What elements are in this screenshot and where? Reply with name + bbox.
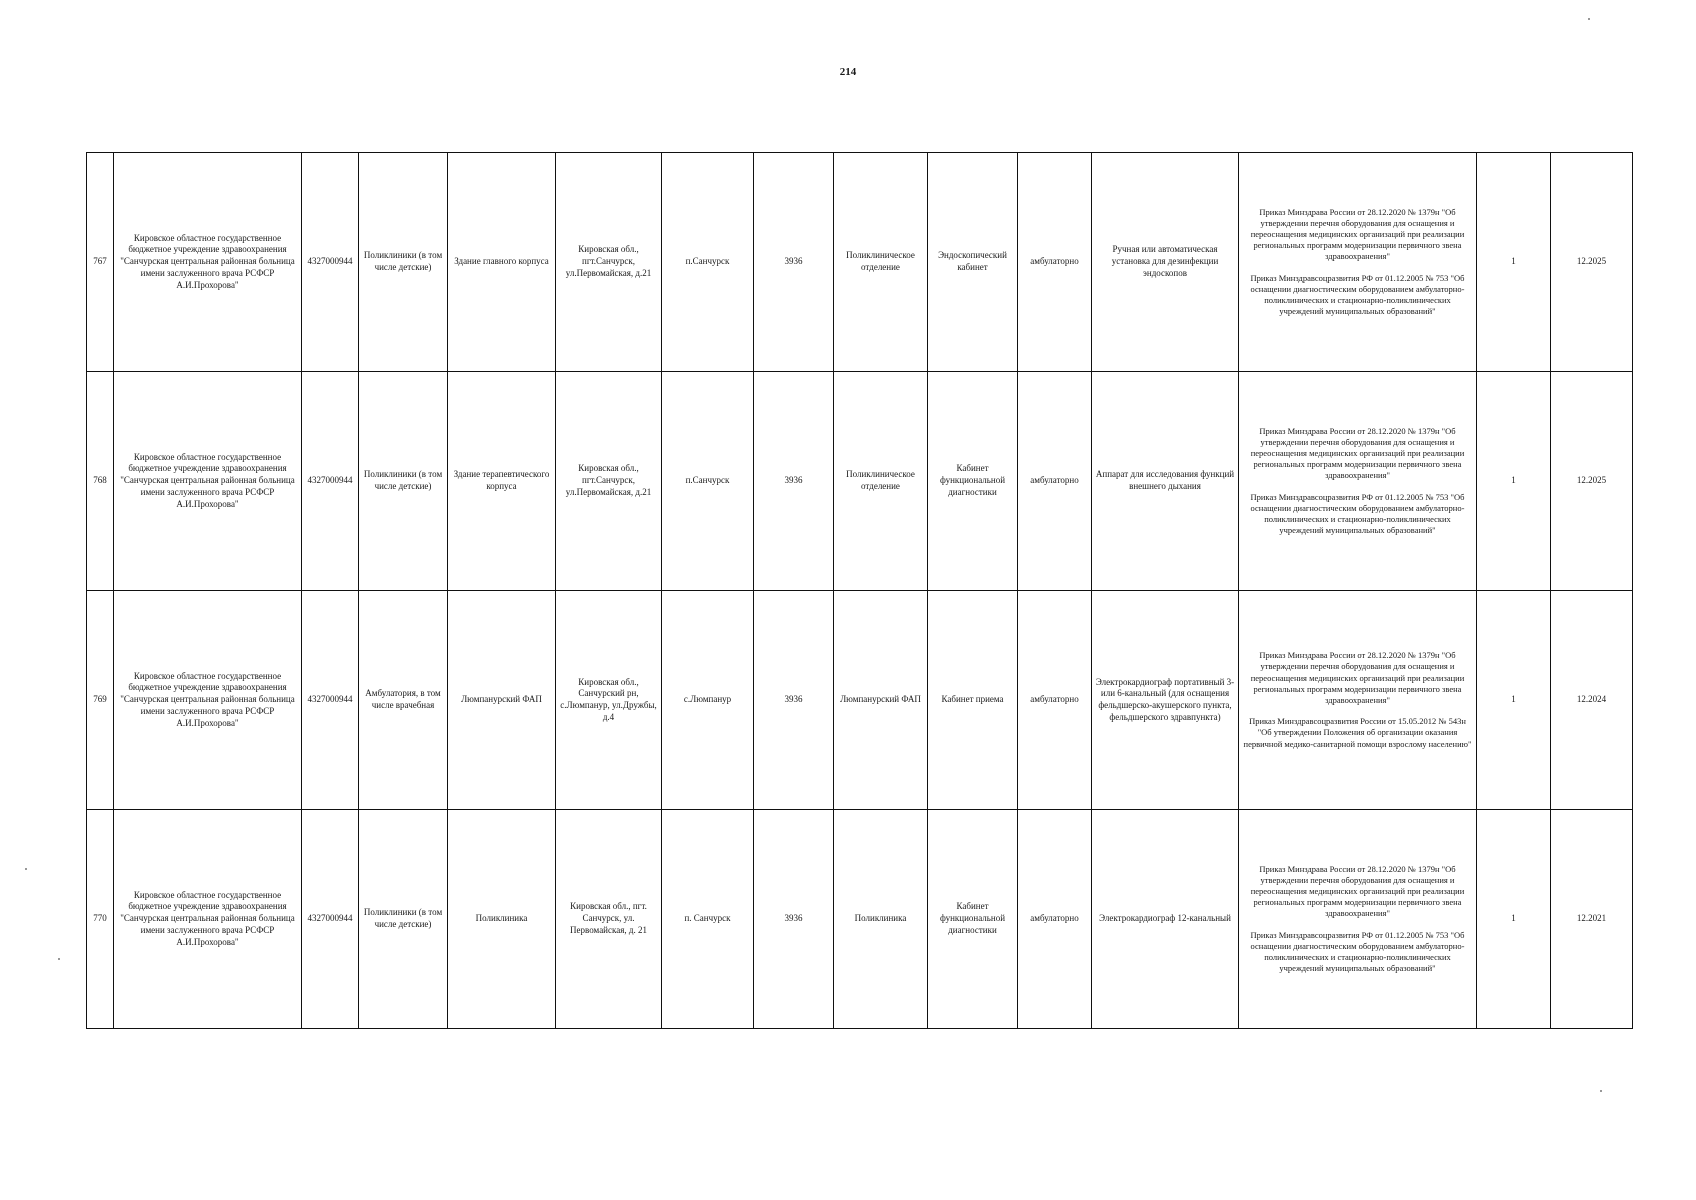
organization-name-cell: Кировское областное государственное бюджетное учреждение здравоохранения "Санчурская центральная районная больница имени заслуженного врача РСФСР А.И.Прохорова" <box>114 591 302 810</box>
room-name-cell: Кабинет приема <box>928 591 1018 810</box>
department-cell: Люмпанурский ФАП <box>834 591 928 810</box>
delivery-date-cell: 12.2021 <box>1551 810 1633 1029</box>
oktmo-code-cell: 3936 <box>754 372 834 591</box>
legal-basis-paragraph: Приказ Минздрава России от 28.12.2020 № 1379н "Об утверждении перечня оборудования для оснащения и переоснащения медицинских организаций при реализации региональных программ модернизации первичного звена здравоохранения" <box>1250 650 1465 705</box>
equipment-name-cell: Электрокардиограф 12-канальный <box>1092 810 1239 1029</box>
equipment-name-cell: Электрокардиограф портативный 3- или 6-канальный (для оснащения фельдшерско-акушерского пункта, фельдшерского здравпункта) <box>1092 591 1239 810</box>
care-type-cell: амбулаторно <box>1018 372 1092 591</box>
room-name-cell: Кабинет функциональной диагностики <box>928 810 1018 1029</box>
address-cell: Кировская обл., пгт.Санчурск, ул.Первомайская, д.21 <box>556 372 662 591</box>
building-name-cell: Поликлиника <box>448 810 556 1029</box>
delivery-date-cell: 12.2024 <box>1551 591 1633 810</box>
legal-basis-cell <box>1239 153 1477 372</box>
equipment-name-cell: Ручная или автоматическая установка для дезинфекции эндоскопов <box>1092 153 1239 372</box>
equipment-table <box>86 152 1633 1029</box>
quantity-cell: 1 <box>1477 153 1551 372</box>
address-cell: Кировская обл., пгт.Санчурск, ул.Первомайская, д.21 <box>556 153 662 372</box>
facility-type-cell: Поликлиники (в том числе детские) <box>359 810 448 1029</box>
row-number-cell: 767 <box>87 153 114 372</box>
facility-type-cell: Амбулатория, в том числе врачебная <box>359 591 448 810</box>
delivery-date-cell: 12.2025 <box>1551 153 1633 372</box>
oktmo-code-cell: 3936 <box>754 810 834 1029</box>
row-number-cell: 770 <box>87 810 114 1029</box>
address-cell: Кировская обл., пгт. Санчурск, ул. Первомайская, д. 21 <box>556 810 662 1029</box>
care-type-cell: амбулаторно <box>1018 810 1092 1029</box>
quantity-cell: 1 <box>1477 810 1551 1029</box>
legal-basis-cell <box>1239 372 1477 591</box>
oktmo-code-cell: 3936 <box>754 153 834 372</box>
inn-code-cell: 4327000944 <box>302 810 359 1029</box>
delivery-date-cell: 12.2025 <box>1551 372 1633 591</box>
legal-basis-paragraph: Приказ Минздрава России от 28.12.2020 № 1379н "Об утверждении перечня оборудования для оснащения и переоснащения медицинских организаций при реализации региональных программ модернизации первичного звена здравоохранения" <box>1250 425 1465 481</box>
room-name-cell: Кабинет функциональной диагностики <box>928 372 1018 591</box>
department-cell: Поликлиническое отделение <box>834 372 928 591</box>
quantity-cell: 1 <box>1477 591 1551 810</box>
locality-cell: п. Санчурск <box>662 810 754 1029</box>
organization-name-cell: Кировское областное государственное бюджетное учреждение здравоохранения "Санчурская центральная районная больница имени заслуженного врача РСФСР А.И.Прохорова" <box>114 372 302 591</box>
equipment-name-cell: Аппарат для исследования функций внешнего дыхания <box>1092 372 1239 591</box>
room-name-cell: Эндоскопический кабинет <box>928 153 1018 372</box>
legal-basis-paragraph: Приказ Минздравсоцразвития РФ от 01.12.2005 № 753 "Об оснащении диагностическим оборудованием амбулаторно-поликлинических и стационарно-поликлинических учреждений муниципальных образований" <box>1250 272 1465 317</box>
facility-type-cell: Поликлиники (в том числе детские) <box>359 372 448 591</box>
care-type-cell: амбулаторно <box>1018 153 1092 372</box>
inn-code-cell: 4327000944 <box>302 372 359 591</box>
locality-cell: с.Люмпанур <box>662 591 754 810</box>
legal-basis-paragraph: Приказ Минздрава России от 28.12.2020 № 1379н "Об утверждении перечня оборудования для оснащения и переоснащения медицинских организаций при реализации региональных программ модернизации первичного звена здравоохранения" <box>1250 206 1465 262</box>
legal-basis-paragraph: Приказ Минздравсоцразвития РФ от 01.12.2005 № 753 "Об оснащении диагностическим оборудованием амбулаторно-поликлинических и стационарно-поликлинических учреждений муниципальных образований" <box>1250 491 1465 536</box>
locality-cell: п.Санчурск <box>662 372 754 591</box>
scan-speck <box>1588 18 1590 20</box>
inn-code-cell: 4327000944 <box>302 153 359 372</box>
inn-code-cell: 4327000944 <box>302 591 359 810</box>
table-row <box>87 810 1633 1029</box>
scan-speck <box>1600 1090 1602 1092</box>
organization-name-cell: Кировское областное государственное бюджетное учреждение здравоохранения "Санчурская центральная районная больница имени заслуженного врача РСФСР А.И.Прохорова" <box>114 810 302 1029</box>
row-number-cell: 769 <box>87 591 114 810</box>
row-number-cell: 768 <box>87 372 114 591</box>
department-cell: Поликлиническое отделение <box>834 153 928 372</box>
building-name-cell: Люмпанурский ФАП <box>448 591 556 810</box>
table-row <box>87 372 1633 591</box>
oktmo-code-cell: 3936 <box>754 591 834 810</box>
legal-basis-paragraph: Приказ Минздрава России от 28.12.2020 № 1379н "Об утверждении перечня оборудования для оснащения и переоснащения медицинских организаций при реализации региональных программ модернизации первичного звена здравоохранения" <box>1250 863 1465 919</box>
page-number: 214 <box>839 66 857 78</box>
address-cell: Кировская обл., Санчурский рн, с.Люмпанур, ул.Дружбы, д.4 <box>556 591 662 810</box>
building-name-cell: Здание главного корпуса <box>448 153 556 372</box>
table-row <box>87 591 1633 810</box>
legal-basis-cell <box>1239 591 1477 810</box>
locality-cell: п.Санчурск <box>662 153 754 372</box>
legal-basis-cell <box>1239 810 1477 1029</box>
table-row <box>87 153 1633 372</box>
facility-type-cell: Поликлиники (в том числе детские) <box>359 153 448 372</box>
care-type-cell: амбулаторно <box>1018 591 1092 810</box>
department-cell: Поликлиника <box>834 810 928 1029</box>
scan-speck <box>58 958 60 960</box>
quantity-cell: 1 <box>1477 372 1551 591</box>
building-name-cell: Здание терапевтического корпуса <box>448 372 556 591</box>
scan-speck <box>25 868 27 870</box>
legal-basis-paragraph: Приказ Минздравсоцразвития России от 15.05.2012 № 543н "Об утверждении Положения об организации оказания первичной медико-санитарной помощи взрослому населению" <box>1243 716 1472 749</box>
legal-basis-paragraph: Приказ Минздравсоцразвития РФ от 01.12.2005 № 753 "Об оснащении диагностическим оборудованием амбулаторно-поликлинических и стационарно-поликлинических учреждений муниципальных образований" <box>1250 929 1465 974</box>
organization-name-cell: Кировское областное государственное бюджетное учреждение здравоохранения "Санчурская центральная районная больница имени заслуженного врача РСФСР А.И.Прохорова" <box>114 153 302 372</box>
